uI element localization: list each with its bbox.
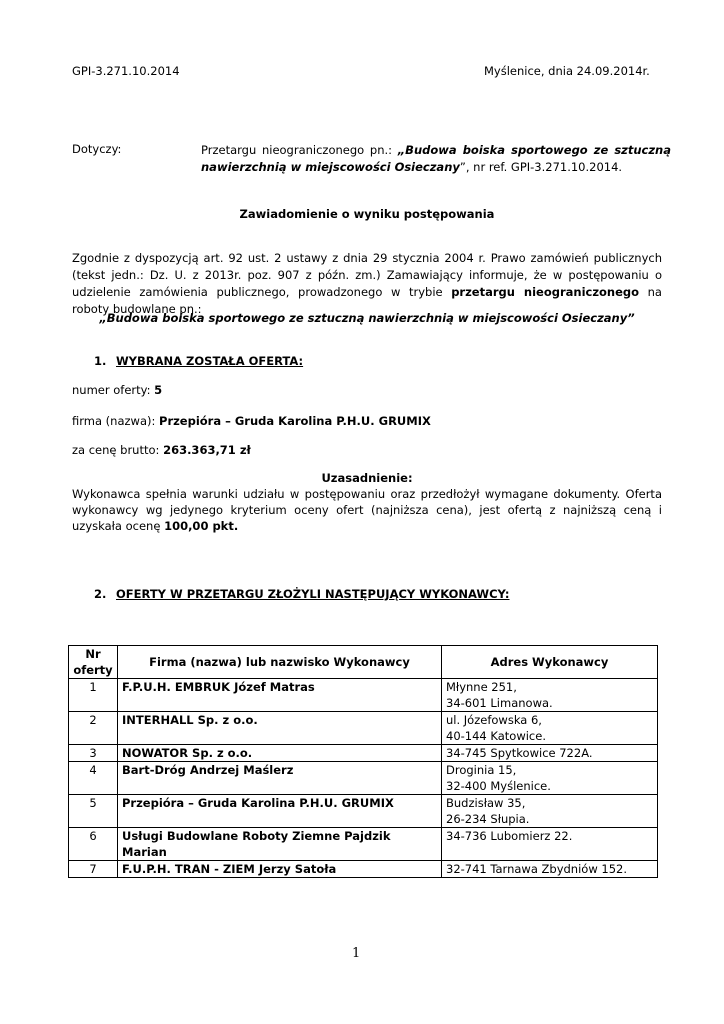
cell-nr: 5: [69, 795, 118, 828]
cell-firm: Usługi Budowlane Roboty Ziemne Pajdzik Marian: [118, 828, 442, 861]
table-header-row: [69, 646, 658, 679]
section-1-title: WYBRANA ZOSTAŁA OFERTA:: [116, 354, 304, 368]
place-date: Myślenice, dnia 24.09.2014r.: [484, 64, 650, 78]
section-1-heading: [94, 354, 303, 368]
section-2-title: OFERTY W PRZETARGU ZŁOŻYLI NASTĘPUJĄCY WYKONAWCY:: [116, 587, 510, 601]
address-line-1: Droginia 15,: [446, 763, 517, 777]
cell-firm: Bart-Dróg Andrzej Maślerz: [118, 762, 442, 795]
offers-table: [68, 645, 658, 878]
table-row: [69, 679, 658, 712]
price-value: 263.363,71 zł: [163, 443, 251, 457]
price-line: [72, 443, 251, 457]
cell-nr: 6: [69, 828, 118, 861]
col-header-firm: Firma (nazwa) lub nazwisko Wykonawcy: [118, 646, 442, 679]
page-title: Zawiadomienie o wyniku postępowania: [239, 207, 495, 221]
table-row: [69, 762, 658, 795]
cell-nr: 4: [69, 762, 118, 795]
offer-number-line: [72, 383, 162, 397]
section-2-number: 2.: [94, 587, 107, 601]
cell-nr: 7: [69, 861, 118, 878]
address-line-2: 34-601 Limanowa.: [446, 696, 553, 710]
cell-firm: INTERHALL Sp. z o.o.: [118, 712, 442, 745]
cell-firm: F.U.P.H. TRAN - ZIEM Jerzy Satoła: [118, 861, 442, 878]
justification-score: 100,00 pkt.: [164, 519, 239, 533]
firm-line: [72, 414, 431, 428]
cell-address: [442, 745, 658, 762]
intro-text: Zgodnie z dyspozycją art. 92 ust. 2 ustawy z dnia 29 stycznia 2004 r. Prawo zamówień publicznych (tekst jedn.: Dz. U. z 2013r. poz. 907 z późn. zm.) Zamawiający informuje, że w postępowaniu o udzielenie zamówienia publicznego, prowadzonego w trybie: [72, 251, 662, 299]
col-header-address: Adres Wykonawcy: [442, 646, 658, 679]
address-line-2: 40-144 Katowice.: [446, 729, 546, 743]
section-2-heading: [94, 587, 510, 601]
table-row: [69, 795, 658, 828]
intro-end: na roboty budowlane pn.:: [72, 285, 662, 316]
table-row: [69, 712, 658, 745]
cell-address: [442, 762, 658, 795]
firm-value: Przepióra – Gruda Karolina P.H.U. GRUMIX: [159, 414, 431, 428]
cell-address: [442, 712, 658, 745]
project-name: „Budowa boiska sportowego ze sztuczną nawierzchnią w miejscowości Osieczany”: [99, 311, 635, 325]
address-line-1: 32-741 Tarnawa Zbydniów 152.: [446, 862, 627, 876]
justification-title: Uzasadnienie:: [321, 471, 413, 485]
cell-firm: Przepióra – Gruda Karolina P.H.U. GRUMIX: [118, 795, 442, 828]
address-line-1: Budzisław 35,: [446, 796, 526, 810]
cell-nr: 1: [69, 679, 118, 712]
justification-body: Wykonawca spełnia warunki udziału w postępowaniu oraz przedłożył wymagane dokumenty. Oferta wykonawcy wg jedynego kryterium oceny ofert (najniższa cena), jest ofertą z najniższą ceną i uzyskała ocenę: [72, 487, 662, 533]
offer-number-label: numer oferty:: [72, 383, 155, 397]
subject-label: Dotyczy:: [72, 142, 122, 156]
intro-mode: przetargu nieograniczonego: [451, 285, 640, 299]
intro-paragraph: [72, 250, 662, 318]
table-row: [69, 745, 658, 762]
subject-suffix: ”, nr ref. GPI-3.271.10.2014.: [459, 160, 623, 174]
address-line-1: Młynne 251,: [446, 680, 517, 694]
offer-number-value: 5: [154, 383, 163, 397]
address-line-1: 34-736 Lubomierz 22.: [446, 829, 573, 843]
reference-number: GPI-3.271.10.2014: [72, 64, 180, 78]
subject-title: „Budowa boiska sportowego ze sztuczną nawierzchnią w miejscowości Osieczany: [201, 143, 672, 174]
cell-address: [442, 679, 658, 712]
subject-text: [201, 142, 671, 176]
table-row: [69, 861, 658, 878]
cell-address: [442, 861, 658, 878]
cell-nr: 2: [69, 712, 118, 745]
table-row: [69, 828, 658, 861]
price-label: za cenę brutto:: [72, 443, 164, 457]
cell-firm: NOWATOR Sp. z o.o.: [118, 745, 442, 762]
subject-prefix: Przetargu nieograniczonego pn.:: [201, 143, 398, 157]
cell-address: [442, 828, 658, 861]
section-1-number: 1.: [94, 354, 107, 368]
firm-label: firma (nazwa):: [72, 414, 160, 428]
justification-text: [72, 486, 662, 534]
address-line-2: 32-400 Myślenice.: [446, 779, 551, 793]
cell-firm: F.P.U.H. EMBRUK Józef Matras: [118, 679, 442, 712]
page-number: 1: [352, 946, 361, 961]
cell-nr: 3: [69, 745, 118, 762]
col-header-nr: Nr oferty: [69, 646, 118, 679]
address-line-1: 34-745 Spytkowice 722A.: [446, 746, 593, 760]
address-line-2: 26-234 Słupia.: [446, 812, 530, 826]
cell-address: [442, 795, 658, 828]
address-line-1: ul. Józefowska 6,: [446, 713, 542, 727]
